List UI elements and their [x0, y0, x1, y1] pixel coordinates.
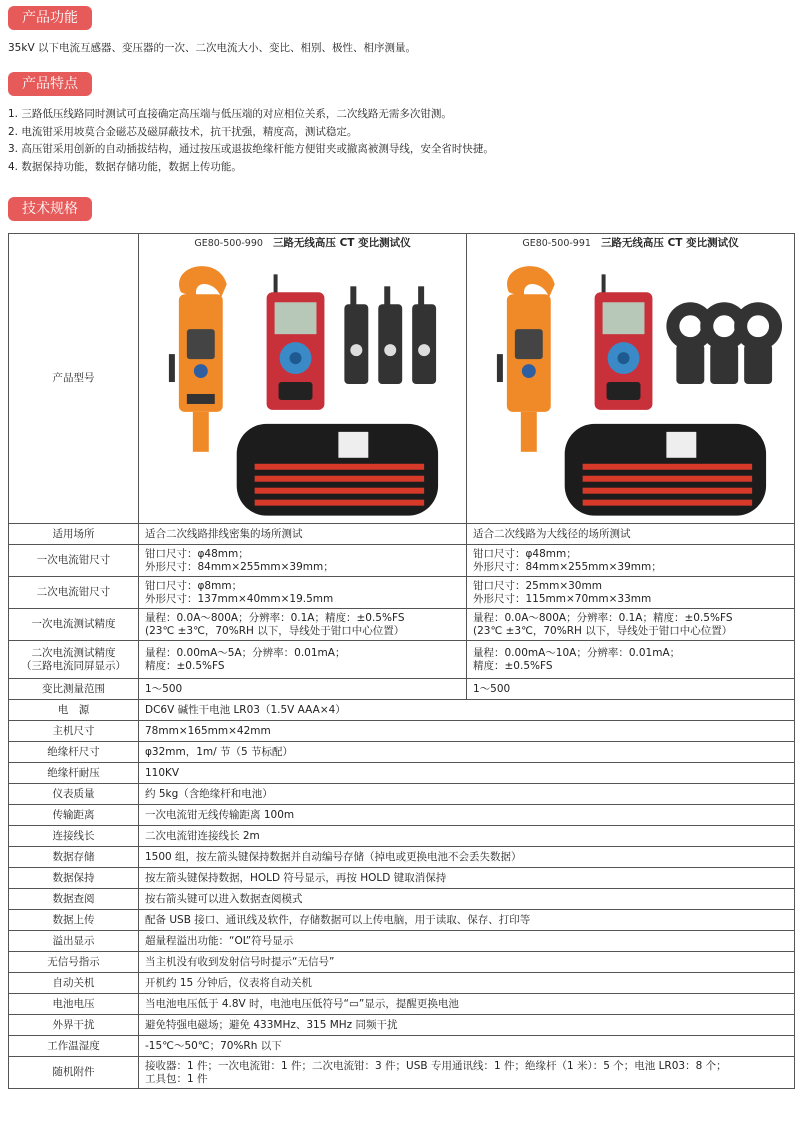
cell-line: 变比测量范围	[42, 682, 105, 695]
row-value	[139, 805, 795, 826]
table-row	[9, 577, 795, 609]
row-value	[139, 868, 795, 889]
cell-line: 量程：0.0A～800A；分辨率：0.1A；精度：±0.5%FS	[473, 611, 733, 624]
cell-line: 连接线长	[52, 829, 95, 842]
cell-line: 适合二次线路为大线径的场所测试	[473, 527, 631, 540]
row-label	[9, 973, 139, 994]
cell-line: 钳口尺寸：25mm×30mm	[473, 579, 602, 592]
cell-line: 按左箭头键保持数据，HOLD 符号显示，再按 HOLD 键取消保持	[145, 871, 447, 884]
table-row	[9, 994, 795, 1015]
row-label	[9, 577, 139, 609]
row-label	[9, 784, 139, 805]
cell-line: 数据保持	[52, 871, 95, 884]
cell-line: 数据上传	[52, 913, 95, 926]
cell-line: 按右箭头键可以进入数据查阅模式	[145, 892, 303, 905]
model-a-cell	[139, 234, 467, 524]
row-label	[9, 545, 139, 577]
row-label	[9, 868, 139, 889]
feature-item: 4. 数据保持功能，数据存储功能，数据上传功能。	[8, 160, 242, 173]
table-row	[9, 1057, 795, 1089]
row-label	[9, 700, 139, 721]
row-label	[9, 889, 139, 910]
cell-line: (23℃ ±3℃，70%RH 以下，导线处于钳口中心位置）	[145, 624, 405, 637]
cell-line: 一次电流测试精度	[31, 618, 116, 630]
row-label	[9, 524, 139, 545]
cell-line: 电 源	[57, 703, 90, 716]
cell-line: 配备 USB 接口、通讯线及软件，存储数据可以上传电脑，用于读取、保存、打印等	[145, 913, 531, 926]
section-tag-features: 产品特点	[8, 72, 92, 96]
row-label	[9, 742, 139, 763]
row-value	[139, 973, 795, 994]
cell-line: -15℃～50℃；70%Rh 以下	[145, 1039, 282, 1052]
feature-list	[8, 106, 494, 176]
model-a-value	[139, 609, 467, 641]
cell-line: (23℃ ±3℃，70%RH 以下，导线处于钳口中心位置）	[473, 624, 733, 637]
primary-clamp-icon	[169, 266, 227, 452]
row-value	[139, 847, 795, 868]
row-label	[9, 931, 139, 952]
cell-line: 外形尺寸：84mm×255mm×39mm；	[473, 560, 662, 573]
model-b-value	[467, 545, 795, 577]
table-row	[9, 973, 795, 994]
row-value	[139, 784, 795, 805]
receiver-meter-icon	[267, 274, 325, 410]
cell-line: φ32mm，1m/ 节（5 节标配）	[145, 745, 294, 758]
row-label	[9, 847, 139, 868]
row-value	[139, 952, 795, 973]
model-b-name: 三路无线高压 CT 变比测试仪	[600, 237, 739, 249]
model-a-value	[139, 679, 467, 700]
model-a-value	[139, 545, 467, 577]
table-row	[9, 545, 795, 577]
cell-line: 外形尺寸：84mm×255mm×39mm；	[145, 560, 334, 573]
spec-table	[8, 233, 795, 1089]
model-b-heading	[467, 237, 794, 250]
cell-line: 78mm×165mm×42mm	[145, 724, 271, 737]
secondary-clamp-icon	[344, 286, 436, 384]
table-row	[9, 700, 795, 721]
cell-line: 二次电流钳尺寸	[36, 586, 111, 598]
section-tag-spec: 技术规格	[8, 197, 92, 221]
row-value	[139, 1057, 795, 1089]
cell-line: 精度：±0.5%FS	[473, 659, 553, 672]
cell-line: 无信号指示	[47, 955, 100, 968]
table-row	[9, 609, 795, 641]
model-a-name: 三路无线高压 CT 变比测试仪	[272, 237, 411, 249]
row-label	[9, 641, 139, 679]
cell-line: 量程：0.00mA～5A；分辨率：0.01mA；	[145, 646, 346, 659]
row-label	[9, 1015, 139, 1036]
cell-line: 适用场所	[52, 527, 95, 540]
row-label: 产品型号	[9, 234, 139, 524]
row-value	[139, 742, 795, 763]
cell-line: 接收器：1 件；一次电流钳：1 件；二次电流钳：3 件；USB 专用通讯线：1 件；绝缘杆（1 米）：5 个；电池 LR03：8 个；	[145, 1059, 727, 1072]
model-a-value	[139, 524, 467, 545]
row-label	[9, 910, 139, 931]
table-row	[9, 234, 795, 524]
table-row	[9, 1015, 795, 1036]
table-row	[9, 1036, 795, 1057]
row-value	[139, 826, 795, 847]
table-row	[9, 889, 795, 910]
cell-line: 当电池电压低于 4.8V 时，电池电压低符号“▭”显示，提醒更换电池	[145, 997, 459, 1010]
cell-line: 外界干扰	[52, 1018, 95, 1031]
row-value	[139, 1036, 795, 1057]
cell-line: 钳口尺寸：φ8mm；	[145, 579, 243, 592]
carry-bag-icon	[237, 424, 438, 516]
cell-line: 约 5kg（含绝缘杆和电池）	[145, 787, 273, 800]
cell-line: 当主机没有收到发射信号时提示“无信号”	[145, 955, 335, 968]
cell-line: DC6V 碱性干电池 LR03（1.5V AAA×4）	[145, 703, 346, 716]
cell-line: 电池电压	[52, 997, 95, 1010]
cell-line: 避免特强电磁场；避免 433MHz、315 MHz 同频干扰	[145, 1018, 398, 1031]
model-b-code: GE80-500-991	[522, 238, 591, 249]
model-b-product-photo	[467, 254, 794, 524]
row-value	[139, 763, 795, 784]
table-row	[9, 524, 795, 545]
cell-line: 主机尺寸	[52, 724, 95, 737]
row-value	[139, 931, 795, 952]
cell-line: 外形尺寸：115mm×70mm×33mm	[473, 592, 652, 605]
cell-line: 1～500	[145, 682, 183, 695]
model-a-heading	[139, 237, 466, 250]
row-label	[9, 679, 139, 700]
cell-line: 绝缘杆耐压	[47, 766, 100, 779]
model-b-value	[467, 524, 795, 545]
cell-line: 适合二次线路排线密集的场所测试	[145, 527, 303, 540]
carry-bag-icon	[565, 424, 766, 516]
cell-line: 精度：±0.5%FS	[145, 659, 225, 672]
cell-line: 1500 组，按左箭头键保持数据并自动编号存储（掉电或更换电池不会丢失数据）	[145, 850, 522, 863]
cell-line: 量程：0.0A～800A；分辨率：0.1A；精度：±0.5%FS	[145, 611, 405, 624]
table-row	[9, 910, 795, 931]
cell-line: 钳口尺寸：φ48mm；	[145, 547, 249, 560]
cell-line: 开机约 15 分钟后，仪表将自动关机	[145, 976, 313, 989]
model-b-cell	[467, 234, 795, 524]
model-b-value	[467, 641, 795, 679]
model-b-value	[467, 577, 795, 609]
table-row	[9, 805, 795, 826]
cell-line: 传输距离	[52, 808, 95, 821]
table-row	[9, 641, 795, 679]
table-row	[9, 679, 795, 700]
row-label	[9, 721, 139, 742]
table-row	[9, 721, 795, 742]
cell-line: 溢出显示	[52, 934, 95, 947]
model-a-value	[139, 641, 467, 679]
row-label	[9, 952, 139, 973]
cell-line: 数据查阅	[52, 892, 95, 905]
row-value	[139, 889, 795, 910]
cell-line: 随机附件	[52, 1066, 95, 1078]
row-value	[139, 721, 795, 742]
cell-line: 110KV	[145, 766, 180, 779]
cell-line: 1～500	[473, 682, 511, 695]
cell-line: 外形尺寸：137mm×40mm×19.5mm	[145, 592, 334, 605]
model-b-value	[467, 609, 795, 641]
row-label	[9, 805, 139, 826]
cell-line: 钳口尺寸：φ48mm；	[473, 547, 577, 560]
cell-line: 二次电流测试精度	[31, 646, 116, 659]
cell-line: 一次电流钳尺寸	[36, 554, 111, 566]
row-label	[9, 609, 139, 641]
receiver-meter-icon	[595, 274, 653, 410]
cell-line: 工作温湿度	[47, 1039, 100, 1052]
primary-clamp-icon	[497, 266, 555, 452]
table-row	[9, 742, 795, 763]
row-label	[9, 994, 139, 1015]
cell-line: 量程：0.00mA～10A；分辨率：0.01mA；	[473, 646, 681, 659]
table-row	[9, 763, 795, 784]
cell-line: 自动关机	[52, 976, 95, 989]
table-row	[9, 847, 795, 868]
table-row	[9, 784, 795, 805]
table-row	[9, 868, 795, 889]
model-a-value	[139, 577, 467, 609]
cell-line: 工具包：1 件	[145, 1072, 208, 1085]
row-label	[9, 1036, 139, 1057]
table-row	[9, 931, 795, 952]
row-value	[139, 700, 795, 721]
row-label	[9, 826, 139, 847]
table-row	[9, 826, 795, 847]
model-b-value	[467, 679, 795, 700]
cell-line: 数据存储	[52, 850, 95, 863]
cell-line: （三路电流同屏显示）	[21, 659, 126, 672]
cell-line: 一次电流钳无线传输距离 100m	[145, 808, 295, 821]
feature-item: 1. 三路低压线路同时测试可直接确定高压端与低压端的对应相位关系，二次线路无需多次钳测。	[8, 108, 452, 120]
cell-line: 二次电流钳连接线长 2m	[145, 829, 260, 842]
model-a-product-photo	[139, 254, 466, 524]
row-value	[139, 910, 795, 931]
row-label	[9, 1057, 139, 1089]
row-value	[139, 994, 795, 1015]
cell-line: 超量程溢出功能：“OL”符号显示	[145, 934, 294, 947]
model-a-code: GE80-500-990	[194, 238, 263, 249]
row-value	[139, 1015, 795, 1036]
cell-line: 仪表质量	[52, 787, 95, 800]
feature-item: 3. 高压钳采用创新的自动插拔结构，通过按压或退拔绝缘杆能方便钳夹或撤离被测导线，安全省时快捷。	[8, 143, 494, 156]
feature-item: 2. 电流钳采用坡莫合金磁芯及磁屏蔽技术，抗干扰强，精度高，测试稳定。	[8, 125, 358, 138]
section-tag-function: 产品功能	[8, 6, 92, 30]
table-row	[9, 952, 795, 973]
row-label	[9, 763, 139, 784]
function-text: 35kV 以下电流互感器、变压器的一次、二次电流大小、变比、相别、极性、相序测量。	[8, 42, 416, 54]
cell-line: 绝缘杆尺寸	[47, 745, 100, 758]
secondary-clamp-icon	[666, 302, 782, 384]
